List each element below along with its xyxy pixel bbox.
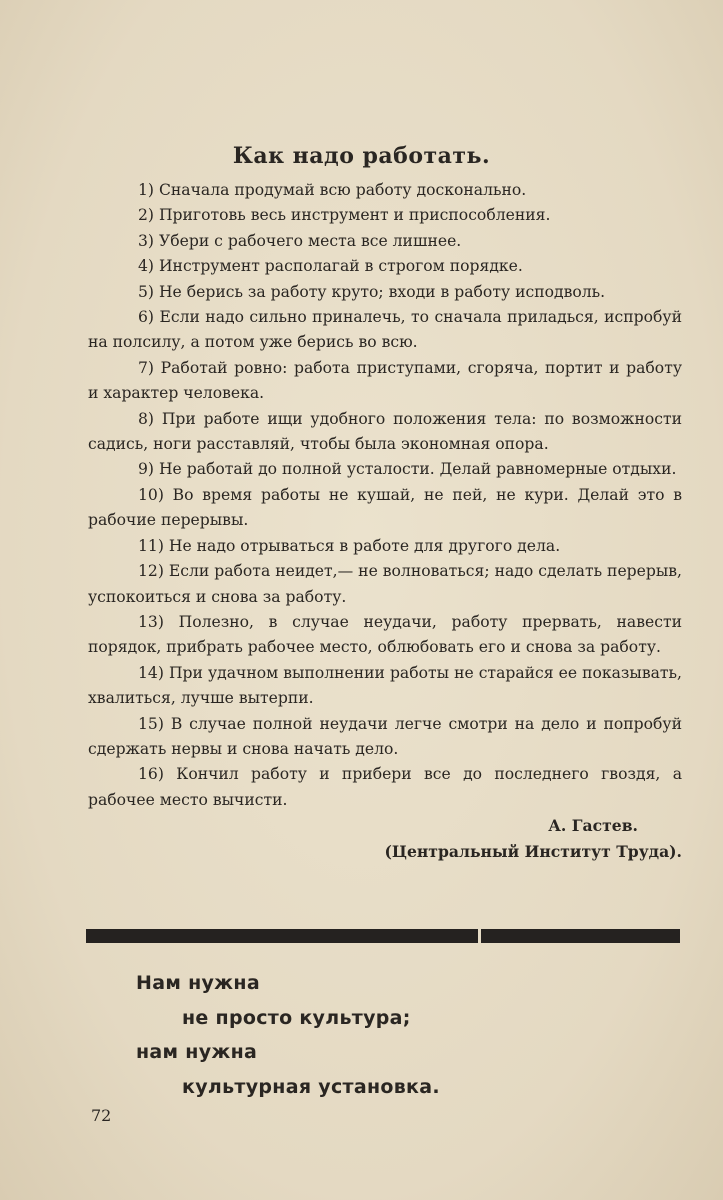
rule-item: 15) В случае полной неудачи легче смотри на дело и попробуй сдержать нервы и снова начать дело. [88, 714, 682, 758]
slogan-line: культурная установка. [182, 1075, 440, 1098]
slogan-line: Нам нужна [136, 972, 260, 994]
signature-author: А. Гастев. [548, 816, 638, 836]
rule-item: 6) Если надо сильно приналечь, то сначала приладься, испробуй на полсилу, а потом уже берись во всю. [88, 308, 682, 352]
rule-item: 11) Не надо отрываться в работе для другого дела. [138, 536, 561, 555]
page-title: Как надо работать. [232, 143, 491, 169]
rule-item: 3) Убери с рабочего места все лишнее. [138, 231, 462, 250]
rule-item: 16) Кончил работу и прибери все до последнего гвоздя, а рабочее место вычисти. [88, 765, 682, 809]
slogan-line: нам нужна [136, 1041, 258, 1063]
slogan-line: не просто культура; [182, 1006, 411, 1029]
signature-block [88, 813, 682, 864]
rule-item: 12) Если работа неидет,— не волноваться; надо сделать перерыв, успокоиться и снова за работу. [88, 562, 683, 606]
rule-item: 1) Сначала продумай всю работу досконально. [138, 181, 527, 199]
rule-item: 9) Не работай до полной усталости. Делай равномерные отдыхи. [138, 460, 677, 479]
rule-item: 4) Инструмент располагай в строгом порядке. [138, 257, 523, 276]
rule-item: 8) При работе ищи удобного положения тела: по возможности садись, ноги расставляй, чтобы была экономная опора. [88, 409, 682, 454]
signature-institution: (Центральный Институт Труда). [384, 841, 682, 861]
rule-item: 2) Приготовь весь инструмент и приспособления. [138, 206, 551, 225]
slogan-block [136, 966, 556, 1104]
rule-item: 14) При удачном выполнении работы не старайся ее показывать, хвалиться, лучше вытерпи. [88, 663, 682, 708]
divider-segment [86, 929, 478, 943]
rule-item: 7) Работай ровно: работа приступами, сгоряча, портит и работу и характер человека. [88, 358, 682, 403]
rule-item: 13) Полезно, в случае неудачи, работу прервать, навести порядок, прибрать рабочее место, облюбовать его и снова за работу. [88, 612, 682, 657]
divider-segment [481, 929, 680, 943]
rule-item: 10) Во время работы не кушай, не пей, не кури. Делай это в рабочие перерывы. [88, 485, 682, 530]
horizontal-divider [86, 929, 680, 943]
rules-list [88, 178, 682, 864]
page-number: 72 [91, 1106, 112, 1125]
rule-item: 5) Не берись за работу круто; входи в работу исподволь. [138, 282, 606, 301]
